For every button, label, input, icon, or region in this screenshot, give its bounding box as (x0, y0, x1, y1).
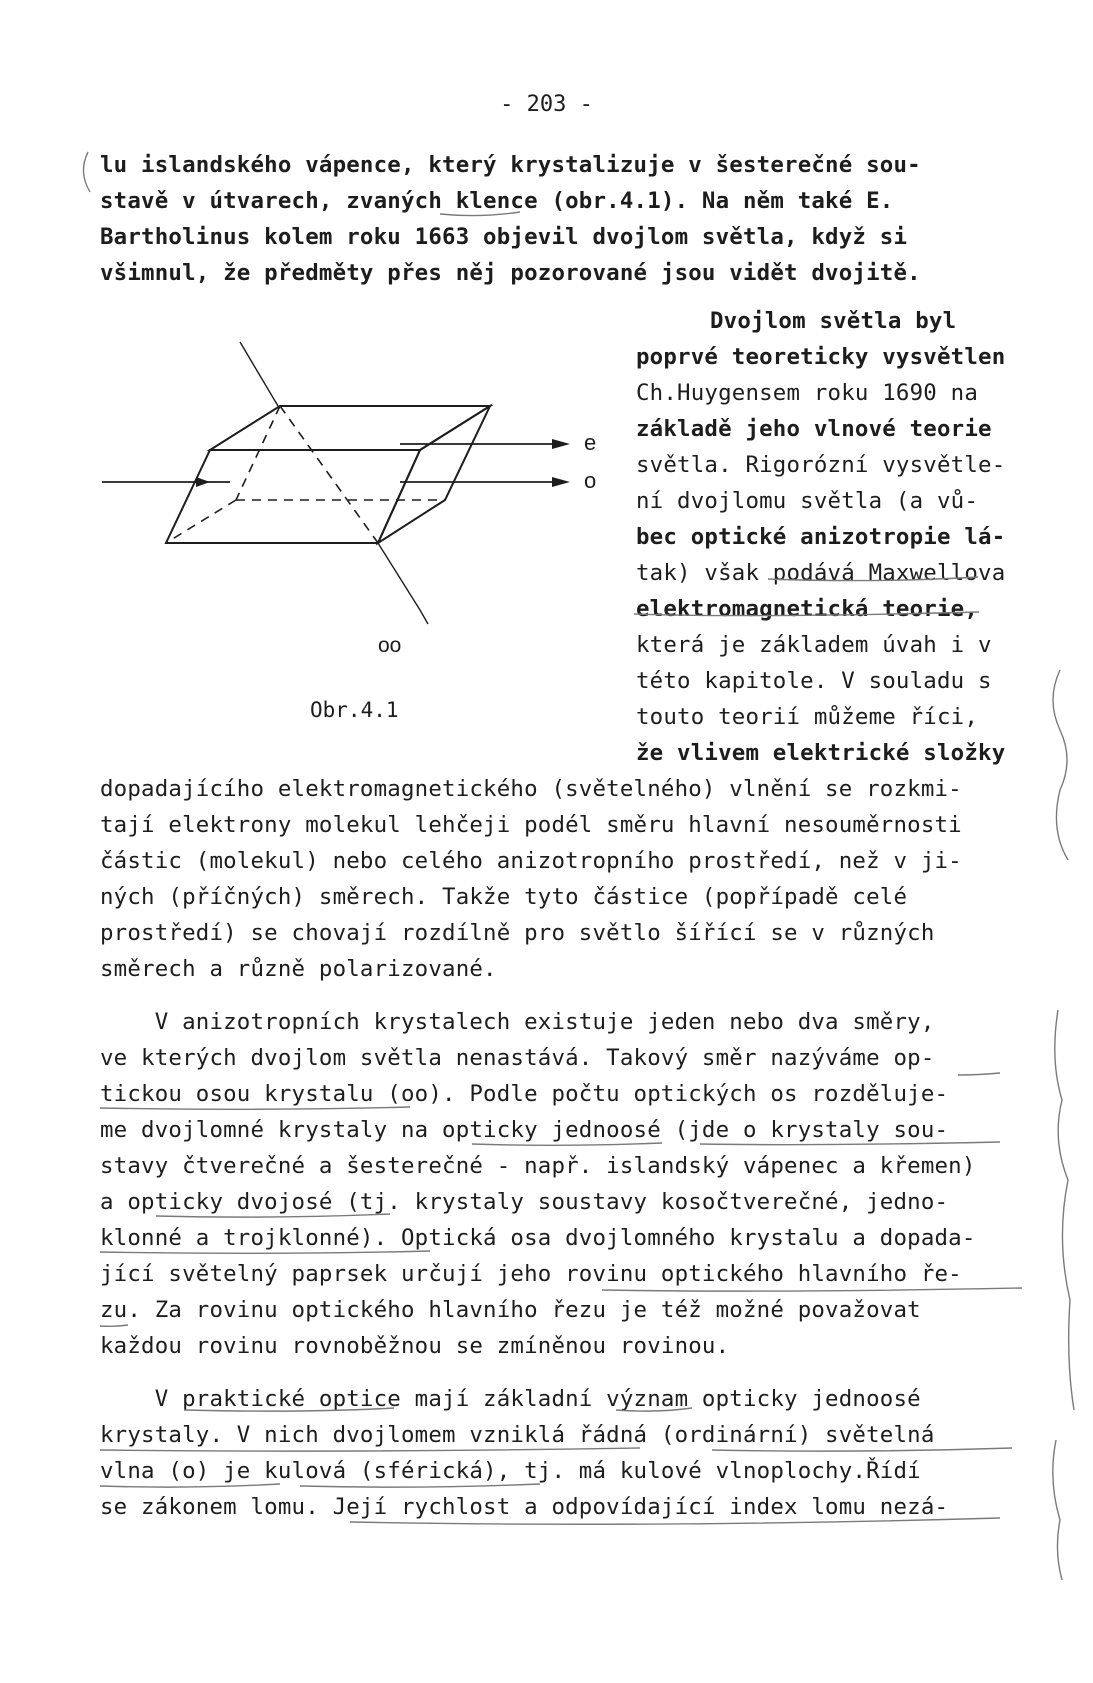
label-oo: oo (378, 634, 402, 657)
text-line: krystaly. V nich dvojlomem vzniklá řádná (ordinární) světelná (100, 1422, 935, 1448)
text-line: klonné a trojklonné). Optická osa dvojlomného krystalu a dopada- (100, 1225, 976, 1251)
text-line: základě jeho vlnové teorie (636, 416, 992, 442)
text-line: vlna (o) je kulová (sférická), tj. má kulové vlnoplochy.Řídí (100, 1458, 921, 1484)
text-line: lu islandského vápence, který krystalizuje v šesterečné sou- (100, 152, 921, 178)
label-e: e (584, 430, 597, 455)
text-line: elektromagnetická teorie, (636, 596, 979, 622)
text-line: tak) však podává Maxwellova (636, 560, 1006, 586)
label-o: o (584, 468, 597, 493)
text-line: ných (příčných) směrech. Takže tyto částice (popřípadě celé (100, 884, 908, 910)
text-line: poprvé teoreticky vysvětlen (636, 344, 1006, 370)
text-line: dopadajícího elektromagnetického (světelného) vlnění se rozkmi- (100, 776, 962, 802)
text-line: me dvojlomné krystaly na opticky jednoosé (jde o krystaly sou- (100, 1117, 949, 1143)
text-line: světla. Rigorózní vysvětle- (636, 452, 1006, 478)
text-line: Bartholinus kolem roku 1663 objevil dvojlom světla, když si (100, 224, 908, 250)
text-line: V praktické optice mají základní význam opticky jednoosé (100, 1386, 921, 1412)
text-line: touto teorií můžeme říci, (636, 704, 979, 730)
text-line: zu. Za rovinu optického hlavního řezu je též možné považovat (100, 1297, 921, 1323)
text-line: se zákonem lomu. Její rychlost a odpovídající index lomu nezá- (100, 1494, 949, 1520)
text-line: stavě v útvarech, zvaných klence (obr.4.1). Na něm také E. (100, 188, 894, 214)
text-line: tají elektrony molekul lehčeji podél směru hlavní nesouměrnosti (100, 812, 962, 838)
text-line: ve kterých dvojlom světla nenastává. Takový směr nazýváme op- (100, 1045, 935, 1071)
text-line: všimnul, že předměty přes něj pozorované jsou vidět dvojitě. (100, 260, 921, 286)
figure-caption: Obr.4.1 (310, 698, 399, 722)
text-line: Dvojlom světla byl (710, 308, 957, 334)
text-line: stavy čtverečné a šesterečné - např. islandský vápenec a křemen) (100, 1153, 976, 1179)
text-line: této kapitole. V souladu s (636, 668, 992, 694)
text-line: každou rovinu rovnoběžnou se zmíněnou rovinou. (100, 1333, 730, 1359)
text-line: ní dvojlomu světla (a vů- (636, 488, 979, 514)
text-line: bec optické anizotropie lá- (636, 524, 1006, 550)
text-line: a opticky dvojosé (tj. krystaly soustavy kosočtverečné, jedno- (100, 1189, 949, 1215)
text-line: která je základem úvah i v (636, 632, 992, 658)
text-line: že vlivem elektrické složky (636, 740, 1006, 766)
text-line: směrech a různě polarizované. (100, 956, 497, 982)
text-line: částic (molekul) nebo celého anizotropního prostředí, než v ji- (100, 848, 962, 874)
text-line: prostředí) se chovají rozdílně pro světlo šířící se v různých (100, 920, 935, 946)
text-line: Ch.Huygensem roku 1690 na (636, 380, 979, 406)
text-line: tickou osou krystalu (oo). Podle počtu optických os rozděluje- (100, 1081, 949, 1107)
page-number: - 203 - (500, 92, 593, 117)
text-line: jící světelný paprsek určují jeho rovinu optického hlavního ře- (100, 1261, 962, 1287)
text-line: V anizotropních krystalech existuje jeden nebo dva směry, (100, 1009, 935, 1035)
